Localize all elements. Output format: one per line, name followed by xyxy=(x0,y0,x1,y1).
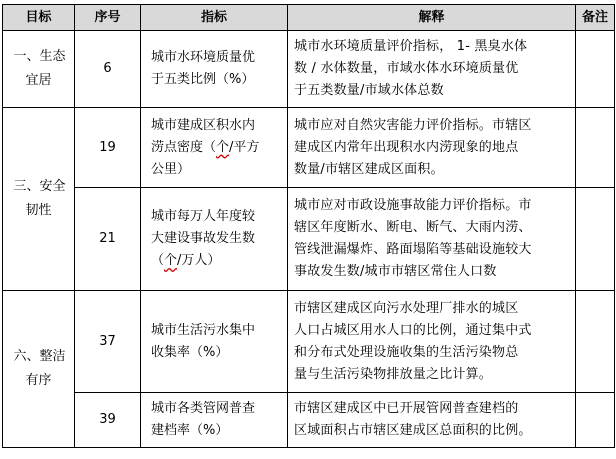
goal-label: 三、安全 xyxy=(13,179,66,194)
explanation-text: 城市水环境质量评价指标， 1- 黑臭水体 xyxy=(294,39,528,54)
note-cell xyxy=(576,108,615,188)
indicator-cell xyxy=(141,188,288,291)
explanation-text: 市辖区建成区中已开展管网普查建档的 xyxy=(294,401,519,416)
indicator-text: 涝点密度（个/平方 xyxy=(151,139,260,155)
explanation-text: 城市应对市政设施事故能力评价指标。市 xyxy=(294,198,532,213)
explanation-text: 市辖区建成区向污水处理厂排水的城区 xyxy=(294,300,519,316)
explanation-text: 量与生活污染物排放量之比计算。 xyxy=(294,366,493,382)
explanation-text: 和分布式处理设施收集的生活污染物总 xyxy=(294,344,519,360)
explanation-cell xyxy=(288,393,576,448)
indicator-cell xyxy=(141,291,288,393)
note-cell xyxy=(576,188,615,291)
explanation-cell xyxy=(288,291,576,393)
indicator-text: 城市生活污水集中 xyxy=(151,322,256,338)
indicator-cell xyxy=(141,393,288,448)
indicator-cell xyxy=(141,31,288,108)
row-number: 21 xyxy=(75,188,141,291)
explanation-cell xyxy=(288,31,576,108)
table-row xyxy=(3,291,615,393)
goal-cell xyxy=(3,31,75,108)
explanation-text: 事故发生数/城市市辖区常住人口数 xyxy=(294,264,497,279)
explanation-text: 城市应对自然灾害能力评价指标。市辖区 xyxy=(294,117,532,133)
row-number: 39 xyxy=(75,393,141,448)
indicator-text: 收集率（%） xyxy=(151,344,229,360)
explanation-text: 管线泄漏爆炸、路面塌陷等基础设施较大 xyxy=(294,242,532,257)
explanation-text: 于五类数量/市域水体总数 xyxy=(294,83,444,98)
explanation-text: 建成区内常年出现积水内涝现象的地点 xyxy=(294,139,519,155)
explanation-text: 人口占城区用水人口的比例，通过集中式 xyxy=(294,322,532,338)
row-number: 37 xyxy=(75,291,141,393)
note-cell xyxy=(576,393,615,448)
explanation-cell xyxy=(288,108,576,188)
goal-label: 一、生态 xyxy=(13,49,66,64)
header-goal: 目标 xyxy=(3,5,75,31)
table-row xyxy=(3,108,615,188)
goal-label: 有序 xyxy=(25,373,52,388)
note-cell xyxy=(576,291,615,393)
explanation-text: 数量/市辖区建成区面积。 xyxy=(294,161,444,177)
indicator-text: 城市建成区积水内 xyxy=(151,117,256,133)
indicator-text: 城市水环境质量优 xyxy=(151,50,256,65)
explanation-text: 数 / 水体数量，市域水体水环境质量优 xyxy=(294,61,519,76)
row-number: 6 xyxy=(75,31,141,108)
explanation-text: 区域面积占市辖区建成区总面积的比例。 xyxy=(294,423,532,438)
header-indicator: 指标 xyxy=(141,5,288,31)
indicator-text: 城市各类管网普查 xyxy=(151,401,256,416)
indicator-text: 公里） xyxy=(151,161,191,177)
goal-cell xyxy=(3,291,75,448)
goal-label: 韧性 xyxy=(25,203,52,218)
table-header-row xyxy=(3,5,615,31)
indicator-text: 城市每万人年度较 xyxy=(151,209,256,224)
table-row xyxy=(3,393,615,448)
goal-label: 六、整洁 xyxy=(13,349,66,364)
header-num: 序号 xyxy=(75,5,141,31)
explanation-cell xyxy=(288,188,576,291)
goal-label: 宜居 xyxy=(25,73,52,88)
indicator-text: 大建设事故发生数 xyxy=(151,231,256,246)
goal-cell xyxy=(3,108,75,291)
indicator-table xyxy=(2,4,615,448)
header-explanation: 解释 xyxy=(288,5,576,31)
indicator-text: 建档率（%） xyxy=(151,423,229,438)
explanation-text: 辖区年度断水、断电、断气、大雨内涝、 xyxy=(294,220,532,235)
table-row xyxy=(3,31,615,108)
indicator-text: 于五类比例（%） xyxy=(151,72,255,87)
note-cell xyxy=(576,31,615,108)
header-note: 备注 xyxy=(576,5,615,31)
table-row xyxy=(3,188,615,291)
indicator-text: （个/万人） xyxy=(151,253,221,268)
row-number: 19 xyxy=(75,108,141,188)
indicator-cell xyxy=(141,108,288,188)
